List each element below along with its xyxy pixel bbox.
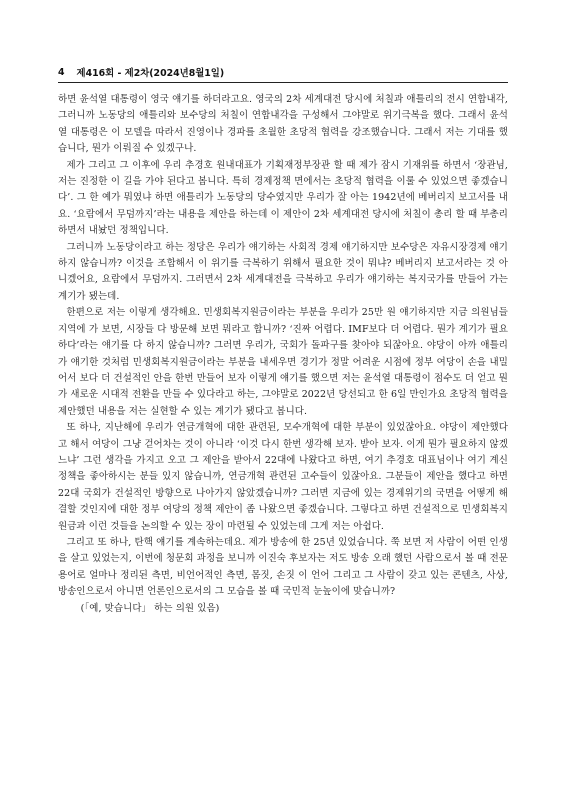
- page-number: 4: [58, 66, 65, 78]
- session-title: 제416회 - 제2차(2024년8월1일): [76, 68, 225, 79]
- paragraph-3: 그러니까 노동당이라고 하는 정당은 우리가 얘기하는 사회적 경제 얘기하지만 보수당은 자유시장경제 얘기하지 않습니까? 이것을 조합해서 이 위기를 극복하기 위해서 필요한 것이 뭐냐? 베버리지 보고서라는 것 아니겠어요, 요람에서 무덤까지. 그러면서 2차 세계대전을 극복하고 우리가 얘기하는 복지국가를 만들어 가는 계기가 됐는데.: [58, 241, 508, 302]
- header-rule: [58, 82, 508, 83]
- paragraph-4: 한편으로 저는 이렇게 생각해요. 민생회복지원금이라는 부분을 우리가 25만 원 얘기하지만 지금 의원님들 지역에 가 보면, 시장들 다 방문해 보면 뭐라고 합니까? ‘진짜 어렵다. IMF보다 더 어렵다. 뭔가 계기가 필요하다’라는 얘기를 다 하지 않습니까? 그러면 우리가, 국회가 돌파구를 찾아야 되잖아요. 야당이 아까 애틀리가 얘기한 것처럼 민생회복지원금이라는 부분을 내세우면 경기가 정말 어려운 시점에 정부 여당이 손을 내밀어서 보다 더 건설적인 안을 한번 만들어 보자 이렇게 얘기를 했으면 저는 윤석열 대통령이 점수도 더 얻고 뭔가 새로운 시대적 전환을 만들 수 있다라고 하는, 그야말로 2022년 당선되고 한 6일 만인가요 초당적 협력을 제안했던 내용을 저는 실현할 수 있는 계기가 됐다고 봅니다.: [58, 307, 508, 417]
- floor-remark: (「예, 맞습니다」 하는 의원 있음): [80, 602, 220, 614]
- minutes-body: [58, 92, 508, 617]
- paragraph-2: 제가 그리고 그 이후에 우리 추경호 원내대표가 기획재정부장관 할 때 제가 잠시 기재위를 하면서 ‘장관님, 저는 진정한 이 길을 가야 된다고 봅니다. 특히 경제정책 면에서는 초당적 협력을 이룰 수 있었으면 좋겠습니다’. 그 한 예가 뭐였냐 하면 애틀리가 노동당의 당수였지만 우리가 잘 아는 1942년에 베버리지 보고서를 내요. ‘요람에서 무덤까지’라는 내용을 제안을 하는데 이 제안이 2차 세계대전 당시에 처칠이 총리 할 때 부총리 하면서 내놨던 정책입니다.: [58, 159, 508, 237]
- paragraph-6: 그리고 또 하나, 탄핵 얘기를 계속하는데요. 제가 방송에 한 25년 있었습니다. 쭉 보면 저 사람이 어떤 인생을 살고 있었는지, 이번에 청문회 과정을 보니까 이진숙 후보자는 저도 방송 오래 했던 사람으로서 볼 때 전문용어로 얼마나 정리된 측면, 비언어적인 측면, 몸짓, 손짓 이 언어 그리고 그 사람이 갖고 있는 콘텐츠, 사상, 방송인으로서 아니면 언론인으로서의 그 모습을 볼 때 국민적 눈높이에 맞습니까?: [58, 536, 508, 598]
- paragraph-5: 또 하나, 지난해에 우리가 연금개혁에 대한 관련된, 모수개혁에 대한 부분이 있었잖아요. 야당이 제안했다고 해서 여당이 그냥 걷어차는 것이 아니라 ‘이것 다시 한번 생각해 보자. 받아 보자. 이게 뭔가 필요하지 않겠느냐’ 그런 생각을 가지고 오고 그 제안을 받아서 22대에 나왔다고 하면, 여기 추경호 대표님이나 여기 계신 정책을 좋아하시는 분들 있지 않습니까, 연금개혁 관련된 고수들이 있잖아요. 그분들이 제안을 했다고 하면 22대 국회가 건설적인 방향으로 나아가지 않았겠습니까? 그러면 지금에 있는 경제위기의 국면을 어떻게 해결할 것인지에 대한 정부 여당의 정책 제안이 좀 나왔으면 좋겠습니다. 그렇다고 하면 건설적으로 민생회복지원금과 이런 것들을 논의할 수 있는 장이 마련될 수 있었는데 그게 저는 아쉽다.: [58, 422, 508, 532]
- paragraph-1: 하면 윤석열 대통령이 영국 얘기를 하더라고요. 영국의 2차 세계대전 당시에 처칠과 애틀리의 전시 연합내각, 그러니까 노동당의 애틀리와 보수당의 처칠이 연합내각을 구성해서 그야말로 위기극복을 했다. 그래서 윤석열 대통령은 이 모델을 따라서 진영이나 경파를 초월한 초당적 협력을 강조했습니다. 그래서 저는 기대를 했습니다, 뭔가 이뤄질 수 있겠구나.: [58, 94, 508, 155]
- page-header: [58, 64, 508, 80]
